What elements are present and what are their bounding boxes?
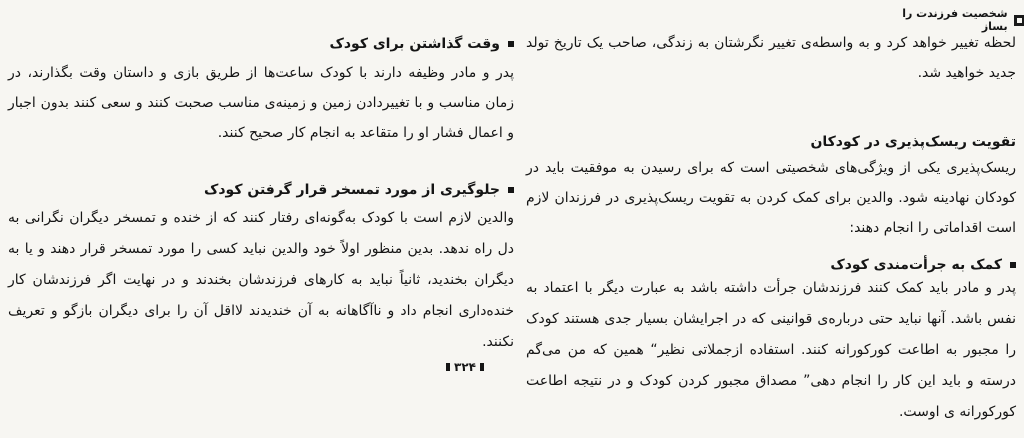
bullet-icon — [1010, 262, 1016, 268]
subheading-body: پدر و مادر باید کمک کنند فرزندشان جرأت داشته باشد به عبارت دیگر با اعتماد به نفس باشد. آنها نباید حتی درباره‌ی قوانینی که در اجرایشان بسیار جدی هستند کودک را مجبور به اطاعت کورکورانه کنند. استفاده ازجملاتی نظیر“ همین که من می‌گم درسته و باید این کار را انجام دهی” مصداق مجبور کردن کودک و در نتیجه اطاعت کورکورانه ی اوست. — [526, 280, 1016, 420]
folio-bar-icon — [480, 363, 484, 371]
bullet-icon — [508, 41, 514, 47]
running-title: شخصیت فرزندت را بساز — [902, 7, 1008, 33]
section-body: ریسک‌پذیری یکی از ویژگی‌های شخصیتی است که برای رسیدن به موفقیت باید در کودکان نهادینه شود. والدین برای کمک کردن به تقویت ریسک‌پذیری در فرزندان لازم است اقداماتی را انجام دهند: — [526, 160, 1016, 236]
header-mark-icon — [1014, 15, 1024, 26]
section-title-text: تقویت ریسک‌پذیری در کودکان — [810, 134, 1016, 150]
subheading-text: کمک به جرأت‌مندی کودک — [830, 257, 1002, 273]
subheading — [526, 257, 1016, 273]
folio-bar-icon — [446, 363, 450, 371]
page-number-text: ۳۲۴ — [454, 360, 476, 374]
page-number — [446, 360, 484, 374]
heading-1-text: وقت گذاشتن برای کودک — [329, 36, 500, 52]
section-title — [526, 134, 1016, 150]
bullet-icon — [508, 187, 514, 193]
body-spending-time: پدر و مادر وظیفه دارند با کودک ساعت‌ها از طریق بازی و داستان وقت بگذارند، در زمان مناسب و با تغییردادن زمین و زمینه‌ی مناسب صحبت کنند و سعی کنند بدون اجبار و اعمال فشار او را متقاعد به انجام کار صحیح کنند. — [8, 65, 514, 141]
heading-2-text: جلوگیری از مورد تمسخر قرار گرفتن کودک — [204, 182, 500, 198]
body-prevent-mockery: والدین لازم است با کودک به‌گونه‌ای رفتار کنند که از خنده و تمسخر دیگران نگرانی به دل راه ندهد. بدین منظور اولاً خود والدین نباید کسی را مورد تمسخر قرار دهند و یا به دیگران بخندید، ثانیاً نباید به کارهای فرزندشان بخندند و در نهایت اگر فرزندشان کار خنده‌داری انجام داد و ناآگاهانه به آن خندیدند لااقل آن را برای دیگران بازگو و تعریف نکنند. — [8, 210, 514, 350]
continuation-paragraph: لحظه تغییر خواهد کرد و به واسطه‌ی تغییر نگرشتان به زندگی، صاحب یک تاریخ تولد جدید خواهید شد. — [526, 35, 1016, 81]
heading-prevent-mockery — [8, 182, 514, 198]
heading-spending-time — [8, 36, 514, 52]
